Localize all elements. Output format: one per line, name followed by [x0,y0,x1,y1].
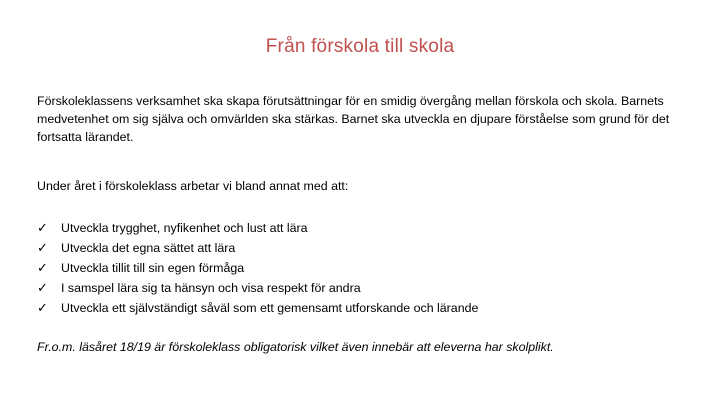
slide-title: Från förskola till skola [265,36,455,57]
list-item-text: Utveckla ett självständigt såväl som ett gemensamt utforskande och lärande [61,301,479,315]
footnote: Fr.o.m. läsåret 18/19 är förskoleklass obligatorisk vilket även innebär att eleverna har skolplikt. [37,340,554,354]
list-item [37,298,478,318]
check-icon: ✓ [37,260,48,276]
goal-checklist [37,218,478,318]
list-item [37,258,478,278]
intro-paragraph: Förskoleklassens verksamhet ska skapa förutsättningar för en smidig övergång mellan förskola och skola. Barnets medvetenhet om sig själva och omvärlden ska stärkas. Barnet ska utveckla en djupare förståelse som grund för det fortsatta lärandet. [37,94,670,144]
list-lead-text: Under året i förskoleklass arbetar vi bland annat med att: [37,179,349,193]
list-item-text: Utveckla det egna sättet att lära [61,241,236,255]
list-item [37,238,478,258]
check-icon: ✓ [37,220,48,236]
list-item-text: Utveckla tillit till sin egen förmåga [61,261,245,275]
list-item-text: I samspel lära sig ta hänsyn och visa respekt för andra [61,281,361,295]
list-item [37,278,478,298]
check-icon: ✓ [37,280,48,296]
list-item [37,218,478,238]
check-icon: ✓ [37,300,48,316]
check-icon: ✓ [37,240,48,256]
list-item-text: Utveckla trygghet, nyfikenhet och lust att lära [61,221,308,235]
